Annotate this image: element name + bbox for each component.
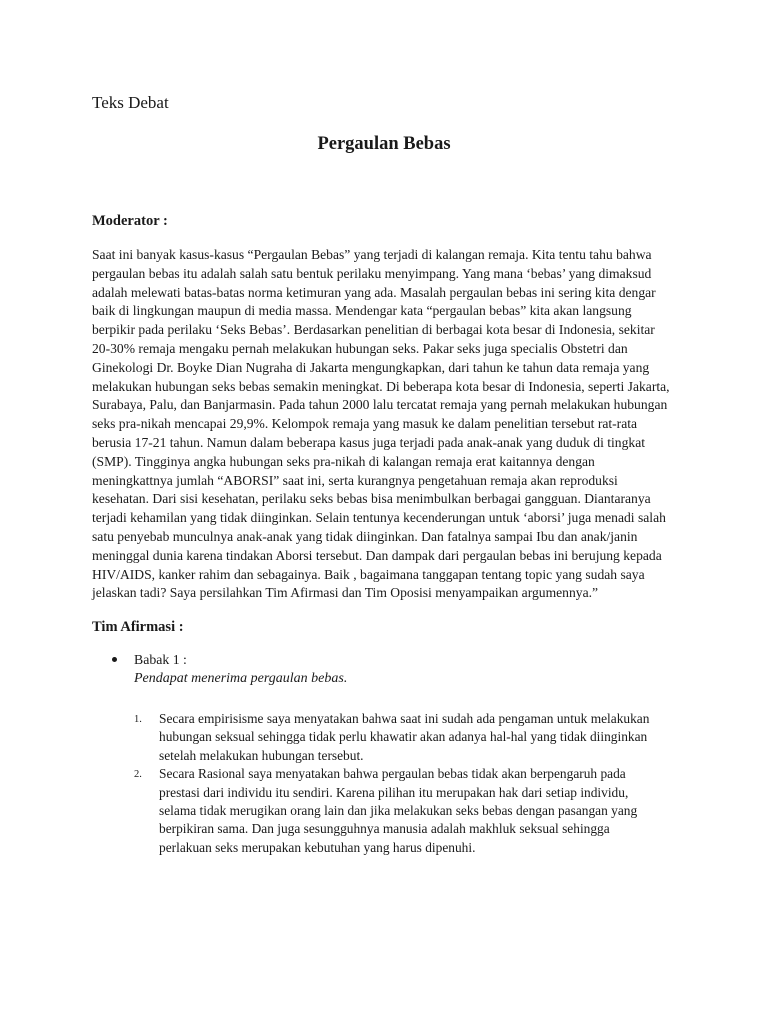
numbered-item (134, 765, 674, 857)
paragraph-line: HIV/AIDS, kanker rahim dan sebagainya. Baik , bagaimana tanggapan tentang topic yang sudah saya (92, 566, 645, 582)
item-line: hubungan seksual sehingga tidak perlu khawatir akan adanya hal-hal yang tidak diinginkan (159, 729, 648, 745)
paragraph-line: baik di lingkungan maupun di media massa. Mendengar kata “pergaulan bebas” kita akan langsung (92, 303, 632, 319)
numbered-list (134, 710, 674, 857)
moderator-heading: Moderator : (92, 213, 168, 229)
paragraph-line: Ginekologi Dr. Boyke Dian Nugraha di Jakarta mengungkapkan, dari tahun ke tahun data remaja yang (92, 359, 650, 375)
paragraph-line: meningkattnya jumlah “ABORSI” saat ini, serta kurangnya pengetahuan remaja akan reproduksi (92, 472, 618, 488)
paragraph-line: meninggal dunia karena tindakan Aborsi tersebut. Dan dampak dari pergaulan bebas ini berujung kepada (92, 547, 662, 563)
item-line: selama tidak merugikan orang lain dan jika melakukan seks bebas dengan pasangan yang (159, 802, 638, 818)
list-number: 1. (134, 714, 142, 725)
item-line: prestasi dari individu itu sendiri. Karena pilihan itu merupakan hak dari setiap individu, (159, 784, 629, 800)
item-line: Secara Rasional saya menyatakan bahwa pergaulan bebas tidak akan berpengaruh pada (159, 766, 626, 782)
document-title: Pergaulan Bebas (317, 134, 451, 154)
paragraph-line: melakukan hubungan seks bebas semakin meningkat. Di beberapa kota besar di Indonesia, seperti Jakarta, (92, 378, 670, 394)
item-line: perlakuan seks merupakan kebutuhan yang harus dipenuhi. (159, 839, 476, 855)
paragraph-line: 20-30% remaja mengaku pernah melakukan hubungan seks. Pakar seks juga specialis Obstetri dan (92, 340, 628, 356)
bullet-subtitle: Pendapat menerima pergaulan bebas. (134, 671, 348, 686)
moderator-paragraph (92, 246, 692, 603)
paragraph-line: jelaskan tadi? Saya persilahkan Tim Afirmasi dan Tim Oposisi menyampaikan argumennya.” (92, 585, 599, 601)
document-label: Teks Debat (92, 93, 169, 112)
paragraph-line: terjadi kehamilan yang tidak diinginkan. Selain tentunya kecenderungan untuk ‘aborsi’ juga menadi salah (92, 510, 666, 526)
item-line: Secara empirisisme saya menyatakan bahwa saat ini sudah ada pengaman untuk melakukan (159, 711, 650, 726)
paragraph-line: kesehatan. Dari sisi kesehatan, perilaku seks bebas bisa menimbulkan berbagai gangguan. Diantaranya (92, 491, 651, 507)
item-line: berpikiran sama. Dan juga sesungguhnya manusia adalah makhluk seksual sehingga (159, 821, 610, 837)
paragraph-line: satu penyebab munculnya anak-anak yang tidak diinginkan. Dan fatalnya sampai Ibu dan anak/janin (92, 528, 638, 544)
paragraph-line: adalah melewati batas-batas norma ketimuran yang ada. Masalah pergaulan bebas ini sering kita dengar (92, 284, 656, 300)
paragraph-line: berusia 17-21 tahun. Namun dalam beberapa kasus juga terjadi pada anak-anak yang duduk di tingkat (92, 434, 646, 450)
item-line: setelah melakukan hubungan tersebut. (159, 747, 364, 763)
bullet-label: Babak 1 : (134, 652, 187, 667)
paragraph-line: (SMP). Tingginya angka hubungan seks pra-nikah di kalangan remaja erat kaitannya dengan (92, 453, 595, 469)
paragraph-line: berpikir pada perilaku ‘Seks Bebas’. Berdasarkan penelitian di berbagai kota besar di Indonesia, sekitar (92, 322, 655, 338)
paragraph-line: Surabaya, Palu, dan Banjarmasin. Pada tahun 2000 lalu tercatat remaja yang pernah melakukan hubungan (92, 397, 668, 413)
bullet-dot-icon (112, 657, 117, 662)
numbered-item (134, 710, 674, 765)
afirmasi-heading: Tim Afirmasi : (92, 619, 184, 635)
paragraph-line: pergaulan bebas itu adalah salah satu bentuk perilaku menyimpang. Yang mana ‘bebas’ yang dimaksud (92, 265, 652, 281)
list-number: 2. (134, 769, 142, 781)
paragraph-line: seks pra-nikah mencapai 29,9%. Kelompok remaja yang masuk ke dalam penelitian tersebut rat-rata (92, 416, 638, 432)
paragraph-line: Saat ini banyak kasus-kasus “Pergaulan Bebas” yang terjadi di kalangan remaja. Kita tentu tahu bahwa (92, 247, 652, 262)
